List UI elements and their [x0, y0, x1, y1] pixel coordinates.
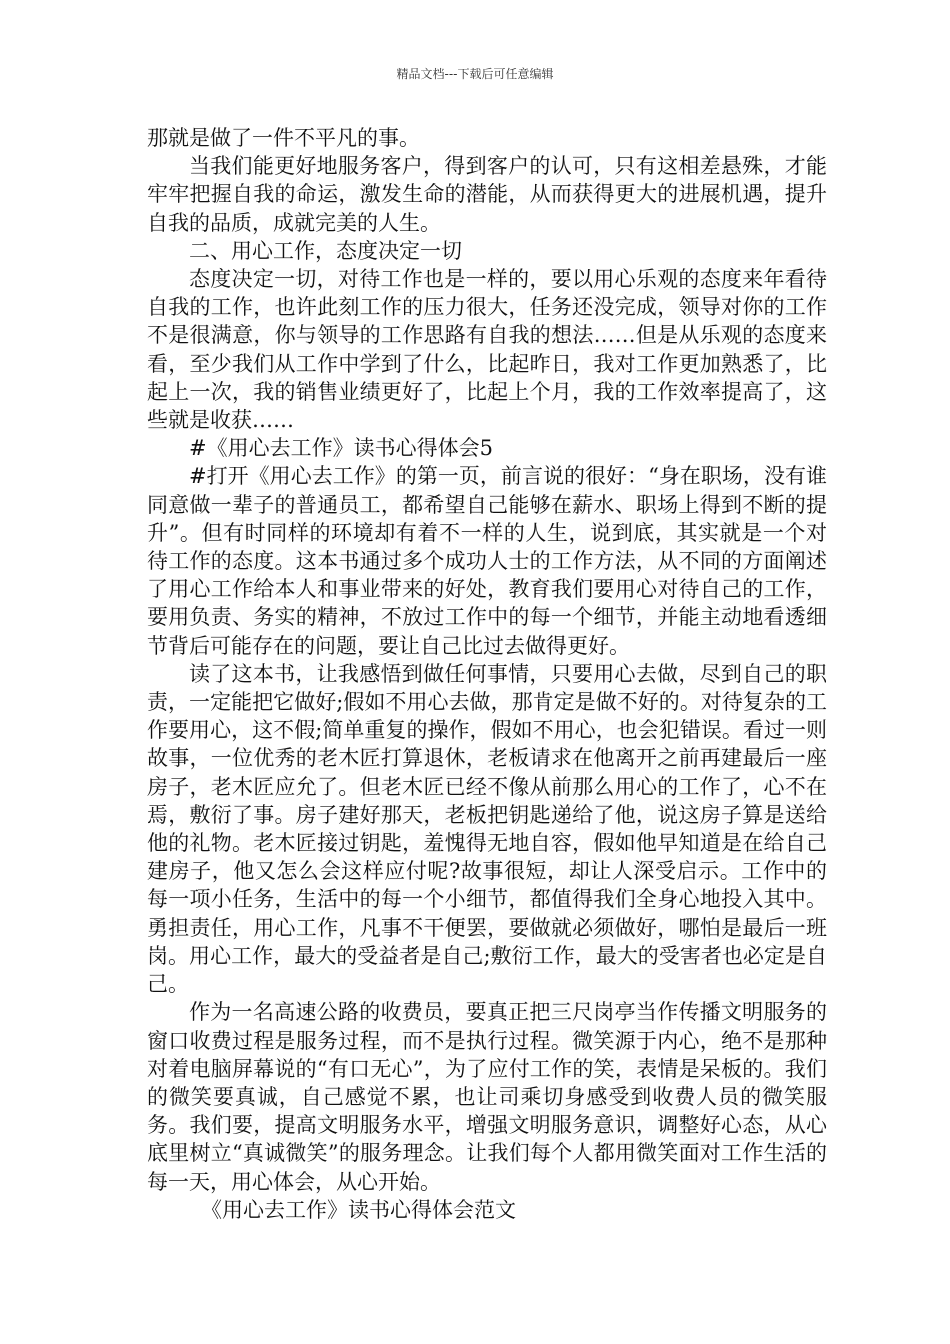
paragraph: 当我们能更好地服务客户，得到客户的认可，只有这相差悬殊，才能牢牢把握自我的命运，激发生命的潜能，从而获得更大的进展机遇，提升自我的品质，成就完美的人生。	[147, 154, 827, 235]
page-header: 精品文档---下载后可任意编辑	[396, 67, 554, 81]
paragraph: 态度决定一切，对待工作也是一样的，要以用心乐观的态度来年看待自我的工作，也许此刻工作的压力很大，任务还没完成，领导对你的工作不是很满意，你与领导的工作思路有自我的想法……但是从乐观的态度来看，至少我们从工作中学到了什么，比起昨日，我对工作更加熟悉了，比起上一次，我的销售业绩更好了，比起上个月，我的工作效率提高了，这些就是收获……	[147, 267, 827, 433]
paragraph: 读了这本书，让我感悟到做任何事情，只要用心去做，尽到自己的职责，一定能把它做好;假如不用心去做，那肯定是做不好的。对待复杂的工作要用心，这不假;简单重复的操作，假如不用心，也会犯错误。看过一则故事，一位优秀的老木匠打算退休，老板请求在他离开之前再建最后一座房子，老木匠应允了。但老木匠已经不像从前那么用心的工作了，心不在焉，敷衍了事。房子建好那天，老板把钥匙递给了他，说这房子算是送给他的礼物。老木匠接过钥匙，羞愧得无地自容，假如他早知道是在给自己建房子，他又怎么会这样应付呢?故事很短，却让人深受启示。工作中的每一项小任务，生活中的每一个小细节，都值得我们全身心地投入其中。勇担责任，用心工作，凡事不干便罢，要做就必须做好，哪怕是最后一班岗。用心工作，最大的受益者是自己;敷衍工作，最大的受害者也必定是自己。	[147, 661, 827, 997]
paragraph: #打开《用心去工作》的第一页，前言说的很好：“身在职场，没有谁同意做一辈子的普通员工，都希望自己能够在薪水、职场上得到不断的提升”。但有时同样的环境却有着不一样的人生，说到底，其实就是一个对待工作的态度。这本书通过多个成功人士的工作方法，从不同的方面阐述了用心工作给本人和事业带来的好处，教育我们要用心对待自己的工作，要用负责、务实的精神，不放过工作中的每一个细节，并能主动地看透细节背后可能存在的问题，要让自己比过去做得更好。	[147, 464, 827, 658]
paragraph: 那就是做了一件不平凡的事。	[147, 126, 420, 150]
document-title: 《用心去工作》读书心得体会范文	[201, 1197, 516, 1222]
paragraph: 作为一名高速公路的收费员，要真正把三尺岗亭当作传播文明服务的窗口收费过程是服务过程，而不是执行过程。微笑源于内心，绝不是那种对着电脑屏幕说的“有口无心”，为了应付工作的笑，表情是呆板的。我们的微笑要真诚，自己感觉不累，也让司乘切身感受到收费人员的微笑服务。我们要，提高文明服务水平，增强文明服务意识，调整好心态，从心底里树立“真诚微笑”的服务理念。让我们每个人都用微笑面对工作生活的每一天，用心体会，从心开始。	[147, 1000, 827, 1194]
document-body	[147, 124, 827, 1224]
section-heading: 二、用心工作，态度决定一切	[189, 238, 462, 263]
section-heading: #《用心去工作》读书心得体会5	[189, 436, 493, 461]
